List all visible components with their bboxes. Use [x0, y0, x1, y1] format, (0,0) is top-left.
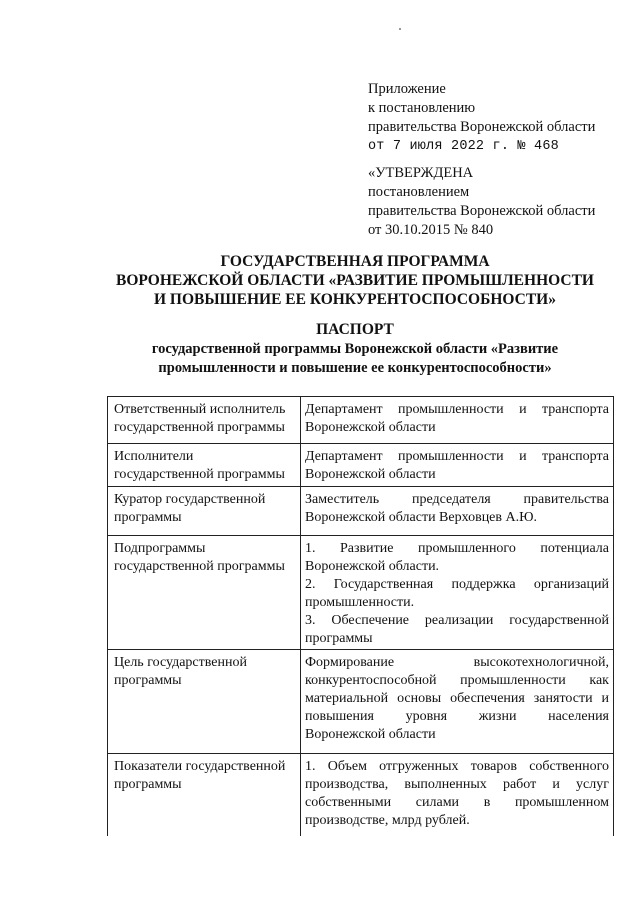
- label-line: Цель государственной: [114, 655, 247, 670]
- table-row: [108, 536, 613, 650]
- label-line: Куратор государственной: [114, 492, 266, 507]
- label-line: программы: [114, 777, 182, 792]
- value-line: Заместитель председателя правительства: [305, 492, 609, 507]
- table-label-cell: [108, 650, 301, 753]
- table-value-cell: [301, 650, 613, 753]
- value-line: Департамент промышленности и транспорта: [305, 449, 609, 464]
- value-line: материальной основы обеспечения занятости и: [305, 691, 609, 706]
- table-row: [108, 650, 613, 754]
- value-line: 2. Государственная поддержка организаций: [305, 577, 609, 592]
- label-line: программы: [114, 510, 182, 525]
- title-line: ВОРОНЕЖСКОЙ ОБЛАСТИ «РАЗВИТИЕ ПРОМЫШЛЕННОСТИ: [116, 272, 594, 289]
- approved-line: постановлением: [368, 184, 470, 200]
- passport-heading: ПАСПОРТ: [316, 321, 394, 338]
- scan-speck: [399, 28, 401, 30]
- table-value-cell: [301, 536, 613, 649]
- appendix-line: правительства Воронежской области: [368, 119, 596, 135]
- value-line: Департамент промышленности и транспорта: [305, 402, 609, 417]
- value-line: программы: [305, 631, 373, 646]
- table-value-cell: [301, 754, 613, 836]
- label-line: государственной программы: [114, 559, 285, 574]
- passport-table: [107, 396, 614, 836]
- table-row: [108, 397, 613, 444]
- label-line: программы: [114, 673, 182, 688]
- value-line: 1. Объем отгруженных товаров собственного: [305, 759, 609, 774]
- value-line: Воронежской области.: [305, 559, 440, 574]
- appendix-block: [368, 80, 595, 156]
- approved-block: [368, 164, 595, 240]
- value-line: промышленности.: [305, 595, 415, 610]
- table-value-cell: [301, 487, 613, 535]
- appendix-line: к постановлению: [368, 100, 476, 116]
- table-label-cell: [108, 754, 301, 836]
- value-line: конкурентоспособной промышленности как: [305, 673, 609, 688]
- value-line: производства, выполненных работ и услуг: [305, 777, 609, 792]
- table-row: [108, 444, 613, 487]
- value-line: Воронежской области: [305, 467, 436, 482]
- approved-line: «УТВЕРЖДЕНА: [368, 165, 474, 181]
- approved-line: от 30.10.2015 № 840: [368, 222, 494, 238]
- label-line: Подпрограммы: [114, 541, 206, 556]
- table-value-cell: [301, 444, 613, 486]
- value-line: повышения уровня жизни населения: [305, 709, 609, 724]
- passport-subtitle-line: государственной программы Воронежской области «Развитие: [151, 341, 559, 357]
- table-label-cell: [108, 397, 301, 443]
- table-label-cell: [108, 487, 301, 535]
- approved-line: правительства Воронежской области: [368, 203, 596, 219]
- program-title: [60, 252, 640, 309]
- passport-subtitle: [60, 340, 640, 378]
- value-line: 3. Обеспечение реализации государственной: [305, 613, 609, 628]
- value-line: собственными силами в промышленном: [305, 795, 609, 810]
- table-label-cell: [108, 444, 301, 486]
- label-line: государственной программы: [114, 467, 285, 482]
- value-line: Воронежской области: [305, 727, 436, 742]
- value-line: Воронежской области Верховцев А.Ю.: [305, 510, 538, 525]
- table-row: [108, 487, 613, 536]
- appendix-date-number: от 7 июля 2022 г. № 468: [368, 139, 559, 154]
- label-line: Ответственный исполнитель: [114, 402, 286, 417]
- title-line: И ПОВЫШЕНИЕ ЕЕ КОНКУРЕНТОСПОСОБНОСТИ»: [154, 291, 556, 308]
- value-line: Воронежской области: [305, 420, 436, 435]
- table-row: [108, 754, 613, 836]
- label-line: государственной программы: [114, 420, 285, 435]
- table-label-cell: [108, 536, 301, 649]
- value-line: производстве, млрд рублей.: [305, 813, 470, 828]
- label-line: Исполнители: [114, 449, 194, 464]
- label-line: Показатели государственной: [114, 759, 286, 774]
- passport-subtitle-line: промышленности и повышение ее конкурентоспособности»: [158, 360, 552, 376]
- title-line: ГОСУДАРСТВЕННАЯ ПРОГРАММА: [220, 253, 490, 270]
- value-line: Формирование высокотехнологичной,: [305, 655, 609, 670]
- appendix-line: Приложение: [368, 81, 446, 97]
- table-value-cell: [301, 397, 613, 443]
- value-line: 1. Развитие промышленного потенциала: [305, 541, 609, 556]
